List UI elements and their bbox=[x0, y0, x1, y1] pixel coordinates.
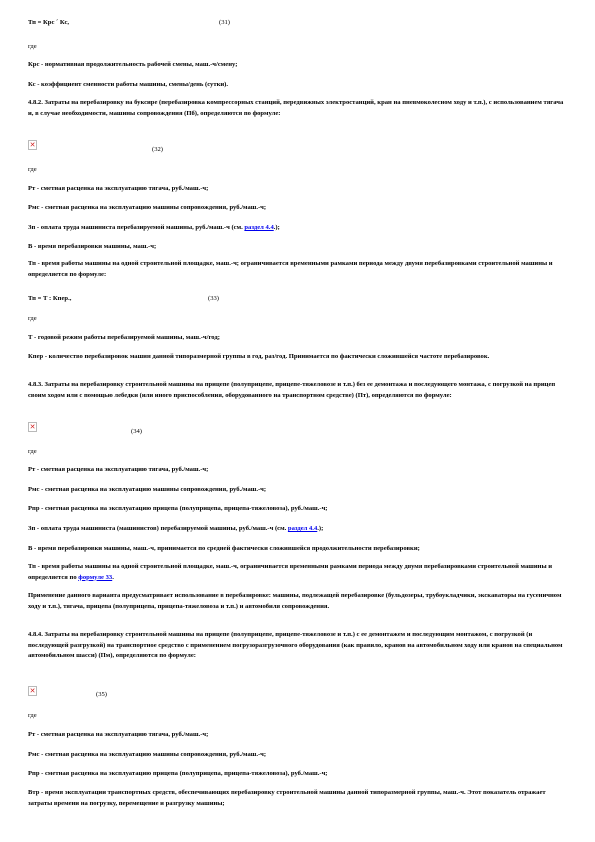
definition-krs: Крс - нормативная продолжительность рабочей смены, маш.-ч/смену; bbox=[28, 61, 238, 68]
formula-34-number: (34) bbox=[131, 428, 142, 435]
formula-31-text: Тп = Крс ´ Кс, bbox=[28, 19, 70, 26]
paragraph-4-8-3: 4.8.3. Затраты на перебазировку строительной машины на прицепе (полуприцепе, прицепе-тяжеловозе и т.п.) без ее демонтажа и последующего монтажа, с погрузкой на прицеп своим ходом или с помощью лебедки (или иного приспособления, оборудованного на транспортном средстве) (Пт), определяются по формуле: bbox=[28, 381, 556, 399]
definition-tp bbox=[28, 562, 566, 583]
definition-zp-end: .); bbox=[317, 525, 324, 532]
section-4-4-link[interactable]: раздел 4.4 bbox=[244, 224, 274, 231]
definition-v: В - время перебазировки машины, маш.-ч, принимается по средней фактически сложившейся продолжительности перебазировки; bbox=[28, 545, 420, 552]
definition-kper: Кпер - количество перебазировок машин данной типоразмерной группы в год, раз/год. Принимается по фактически сложившейся частоте перебазировок. bbox=[28, 353, 490, 360]
paragraph-4-8-2: 4.8.2. Затраты на перебазировку на буксире (перебазировка компрессорных станций, передвижных электростанций, кран на пневмоколесном ходу и т.п.), с использованием тягача и, в случае необходимости, машины сопровождения (Пб), определяются по формуле: bbox=[28, 99, 564, 117]
formula-33-link[interactable]: формуле 33 bbox=[78, 573, 113, 581]
formula-31-number: (31) bbox=[219, 19, 230, 26]
where-label: где bbox=[28, 448, 37, 455]
definition-rt: Рт - сметная расценка на эксплуатацию тягача, руб./маш.-ч; bbox=[28, 731, 209, 738]
paragraph-4-8-4: 4.8.4. Затраты на перебазировку строительной машины на прицепе (полуприцепе, прицепе-тяжеловозе и т.п.) с ее демонтажем и последующим монтажом, с погрузкой (и последующей разгрузкой) на транспортное средство с применением погрузоразгрузочного оборудования (как правило, кранов на автомобильном ходу или кранов на специальном автомобильном шасси) (Пм), определяются по формуле: bbox=[28, 631, 563, 659]
broken-image-icon bbox=[28, 686, 37, 696]
definition-rpr: Рпр - сметная расценка на эксплуатацию прицепа (полуприцепа, прицепа-тяжеловоза), руб./маш.-ч; bbox=[28, 770, 328, 777]
definition-rt: Рт - сметная расценка на эксплуатацию тягача, руб./маш.-ч; bbox=[28, 185, 209, 192]
definition-ks: Кс - коэффициент сменности работы машины, смены/день (сутки). bbox=[28, 81, 229, 88]
where-label: где bbox=[28, 166, 37, 173]
definition-rmc: Рмс - сметная расценка на эксплуатацию машины сопровождения, руб./маш.-ч; bbox=[28, 204, 267, 211]
paragraph-application: Применение данного варианта предусматривает использование в перебазировке: машины, подлежащей перебазировке (бульдозеры, трубоукладчики, экскаваторы на гусеничном ходу и т.п.), тягача, прицепа (полуприцепа, прицепа-тяжеловоза и т.п.) и автомобиля сопровождения. bbox=[28, 592, 562, 610]
definition-zp-text: Зп - оплата труда машиниста (машинистов) перебазируемой машины, руб./маш.-ч (см. bbox=[28, 525, 288, 532]
definition-t: Т - годовой режим работы перебазируемой машины, маш.-ч/год; bbox=[28, 334, 220, 341]
where-label: где bbox=[28, 315, 37, 322]
broken-image-icon bbox=[28, 422, 37, 432]
definition-rmc: Рмс - сметная расценка на эксплуатацию машины сопровождения, руб./маш.-ч; bbox=[28, 751, 267, 758]
definition-zp bbox=[28, 523, 323, 534]
section-4-4-link[interactable]: раздел 4.4 bbox=[287, 525, 318, 532]
definition-zp bbox=[28, 222, 280, 233]
where-label: где bbox=[28, 43, 37, 50]
definition-rt: Рт - сметная расценка на эксплуатацию тягача, руб./маш.-ч; bbox=[28, 466, 209, 473]
definition-vtr: Втр - время эксплуатации транспортных средств, обеспечивающих перебазировку строительной машины данной типоразмерной группы, маш.-ч. Этот показатель отражает затраты времени на погрузку, перемещение и разгрузку машины; bbox=[28, 789, 546, 807]
definition-tp-end: . bbox=[112, 573, 114, 581]
definition-tp: Тп - время работы машины на одной строительной площадке, маш.-ч; ограничивается временными рамками периода между двумя перебазировками строительной машины и определяется по формуле: bbox=[28, 260, 553, 278]
formula-32-number: (32) bbox=[152, 146, 163, 153]
where-label: где bbox=[28, 712, 37, 719]
formula-33 bbox=[28, 293, 71, 304]
definition-rpr: Рпр - сметная расценка на эксплуатацию прицепа (полуприцепа, прицепа-тяжеловоза), руб./маш.-ч; bbox=[28, 505, 328, 512]
formula-31 bbox=[28, 17, 69, 28]
definition-tp-text: Тп - время работы машины на одной строительной площадке, маш.-ч, ограничивается временными рамками периода между двумя перебазировками строительной машины и определяется по bbox=[28, 563, 553, 581]
formula-33-number: (33) bbox=[208, 295, 219, 302]
formula-33-text: Тп = Т : Кпер., bbox=[28, 295, 72, 302]
definition-rmc: Рмс - сметная расценка на эксплуатацию машины сопровождения, руб./маш.-ч; bbox=[28, 486, 267, 493]
definition-zp-end: .); bbox=[273, 224, 280, 231]
definition-zp-text: Зп - оплата труда машиниста перебазируемой машины, руб./маш.-ч (см. bbox=[28, 224, 245, 231]
broken-image-icon bbox=[28, 140, 37, 150]
definition-v: В - время перебазировки машины, маш.-ч; bbox=[28, 243, 157, 250]
formula-35-number: (35) bbox=[96, 691, 107, 698]
